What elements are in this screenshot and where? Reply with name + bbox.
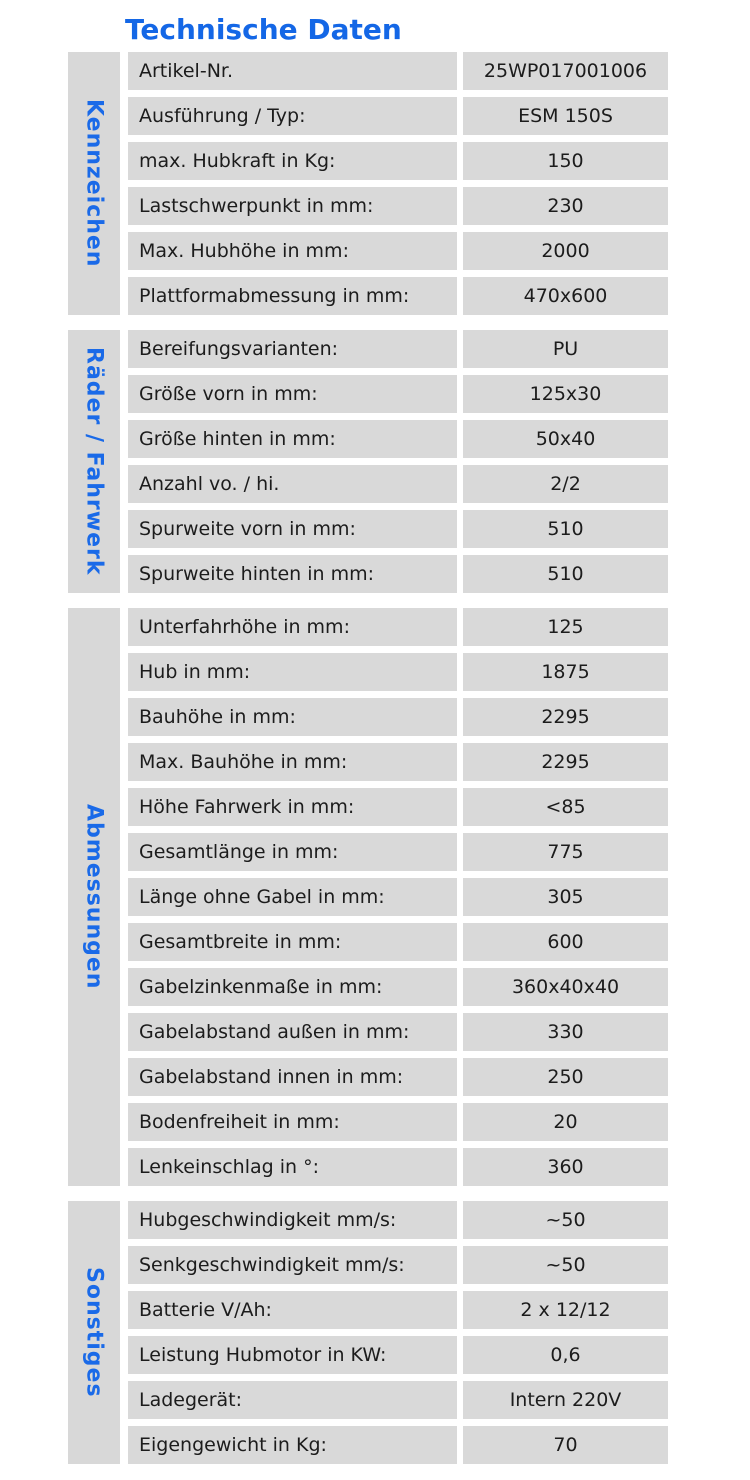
- spec-row: [128, 1246, 668, 1284]
- spec-row: [128, 52, 668, 90]
- spec-value: 510: [463, 555, 668, 593]
- spec-label: Eigengewicht in Kg:: [128, 1426, 457, 1464]
- page-title: Technische Daten: [125, 13, 402, 46]
- spec-label: Gabelabstand außen in mm:: [128, 1013, 457, 1051]
- spec-label: Unterfahrhöhe in mm:: [128, 608, 457, 646]
- spec-label: Bereifungsvarianten:: [128, 330, 457, 368]
- spec-label: max. Hubkraft in Kg:: [128, 142, 457, 180]
- spec-label: Hub in mm:: [128, 653, 457, 691]
- spec-value: 2295: [463, 698, 668, 736]
- spec-label: Max. Bauhöhe in mm:: [128, 743, 457, 781]
- spec-value: 2000: [463, 232, 668, 270]
- spec-row: [128, 277, 668, 315]
- spec-label: Plattformabmessung in mm:: [128, 277, 457, 315]
- spec-row: [128, 1103, 668, 1141]
- spec-value: 0,6: [463, 1336, 668, 1374]
- spec-row: [128, 968, 668, 1006]
- spec-label: Senkgeschwindigkeit mm/s:: [128, 1246, 457, 1284]
- section-label: Abmessungen: [68, 608, 120, 1186]
- spec-row: [128, 142, 668, 180]
- spec-table: [68, 52, 750, 1464]
- spec-value: ESM 150S: [463, 97, 668, 135]
- spec-row: [128, 187, 668, 225]
- spec-value: 2295: [463, 743, 668, 781]
- spec-row: [128, 375, 668, 413]
- section-räder-fahrwerk: [68, 330, 750, 593]
- spec-row: [128, 1058, 668, 1096]
- spec-value: 230: [463, 187, 668, 225]
- spec-row: [128, 788, 668, 826]
- spec-row: [128, 465, 668, 503]
- spec-label: Größe vorn in mm:: [128, 375, 457, 413]
- section-kennzeichen: [68, 52, 750, 315]
- spec-value: ~50: [463, 1201, 668, 1239]
- spec-row: [128, 1426, 668, 1464]
- spec-value: 2 x 12/12: [463, 1291, 668, 1329]
- spec-value: ~50: [463, 1246, 668, 1284]
- section-abmessungen: [68, 608, 750, 1186]
- spec-row: [128, 608, 668, 646]
- spec-label: Größe hinten in mm:: [128, 420, 457, 458]
- spec-value: 775: [463, 833, 668, 871]
- spec-label: Höhe Fahrwerk in mm:: [128, 788, 457, 826]
- section-label: Räder / Fahrwerk: [68, 330, 120, 593]
- spec-label: Leistung Hubmotor in KW:: [128, 1336, 457, 1374]
- spec-row: [128, 923, 668, 961]
- spec-row: [128, 420, 668, 458]
- spec-label: Artikel-Nr.: [128, 52, 457, 90]
- spec-value: 50x40: [463, 420, 668, 458]
- spec-row: [128, 833, 668, 871]
- spec-label: Gabelabstand innen in mm:: [128, 1058, 457, 1096]
- spec-label: Spurweite vorn in mm:: [128, 510, 457, 548]
- spec-value: 470x600: [463, 277, 668, 315]
- spec-label: Gesamtlänge in mm:: [128, 833, 457, 871]
- spec-value: 20: [463, 1103, 668, 1141]
- spec-label: Batterie V/Ah:: [128, 1291, 457, 1329]
- spec-value: 125: [463, 608, 668, 646]
- spec-row: [128, 743, 668, 781]
- spec-row: [128, 1336, 668, 1374]
- spec-value: 25WP017001006: [463, 52, 668, 90]
- spec-label: Anzahl vo. / hi.: [128, 465, 457, 503]
- spec-value: 125x30: [463, 375, 668, 413]
- spec-value: <85: [463, 788, 668, 826]
- spec-value: 70: [463, 1426, 668, 1464]
- spec-label: Gabelzinkenmaße in mm:: [128, 968, 457, 1006]
- spec-label: Bodenfreiheit in mm:: [128, 1103, 457, 1141]
- spec-label: Lastschwerpunkt in mm:: [128, 187, 457, 225]
- spec-label: Lenkeinschlag in °:: [128, 1148, 457, 1186]
- section-label: Sonstiges: [68, 1201, 120, 1464]
- spec-label: Hubgeschwindigkeit mm/s:: [128, 1201, 457, 1239]
- spec-row: [128, 1013, 668, 1051]
- section-label: Kennzeichen: [68, 52, 120, 315]
- spec-label: Bauhöhe in mm:: [128, 698, 457, 736]
- spec-row: [128, 232, 668, 270]
- spec-value: 2/2: [463, 465, 668, 503]
- spec-label: Gesamtbreite in mm:: [128, 923, 457, 961]
- section-rows: [128, 52, 668, 315]
- spec-row: [128, 510, 668, 548]
- spec-label: Ausführung / Typ:: [128, 97, 457, 135]
- spec-value: 1875: [463, 653, 668, 691]
- section-rows: [128, 330, 668, 593]
- spec-value: 150: [463, 142, 668, 180]
- spec-value: 250: [463, 1058, 668, 1096]
- spec-value: 510: [463, 510, 668, 548]
- spec-label: Ladegerät:: [128, 1381, 457, 1419]
- spec-row: [128, 97, 668, 135]
- spec-value: 360x40x40: [463, 968, 668, 1006]
- spec-value: 330: [463, 1013, 668, 1051]
- spec-row: [128, 1201, 668, 1239]
- spec-row: [128, 1381, 668, 1419]
- section-rows: [128, 608, 668, 1186]
- spec-row: [128, 653, 668, 691]
- spec-row: [128, 878, 668, 916]
- section-sonstiges: [68, 1201, 750, 1464]
- spec-value: Intern 220V: [463, 1381, 668, 1419]
- spec-value: 600: [463, 923, 668, 961]
- section-rows: [128, 1201, 668, 1464]
- spec-value: 305: [463, 878, 668, 916]
- spec-row: [128, 698, 668, 736]
- spec-row: [128, 330, 668, 368]
- spec-row: [128, 1291, 668, 1329]
- spec-label: Max. Hubhöhe in mm:: [128, 232, 457, 270]
- spec-value: 360: [463, 1148, 668, 1186]
- spec-row: [128, 555, 668, 593]
- spec-label: Länge ohne Gabel in mm:: [128, 878, 457, 916]
- spec-row: [128, 1148, 668, 1186]
- spec-label: Spurweite hinten in mm:: [128, 555, 457, 593]
- spec-value: PU: [463, 330, 668, 368]
